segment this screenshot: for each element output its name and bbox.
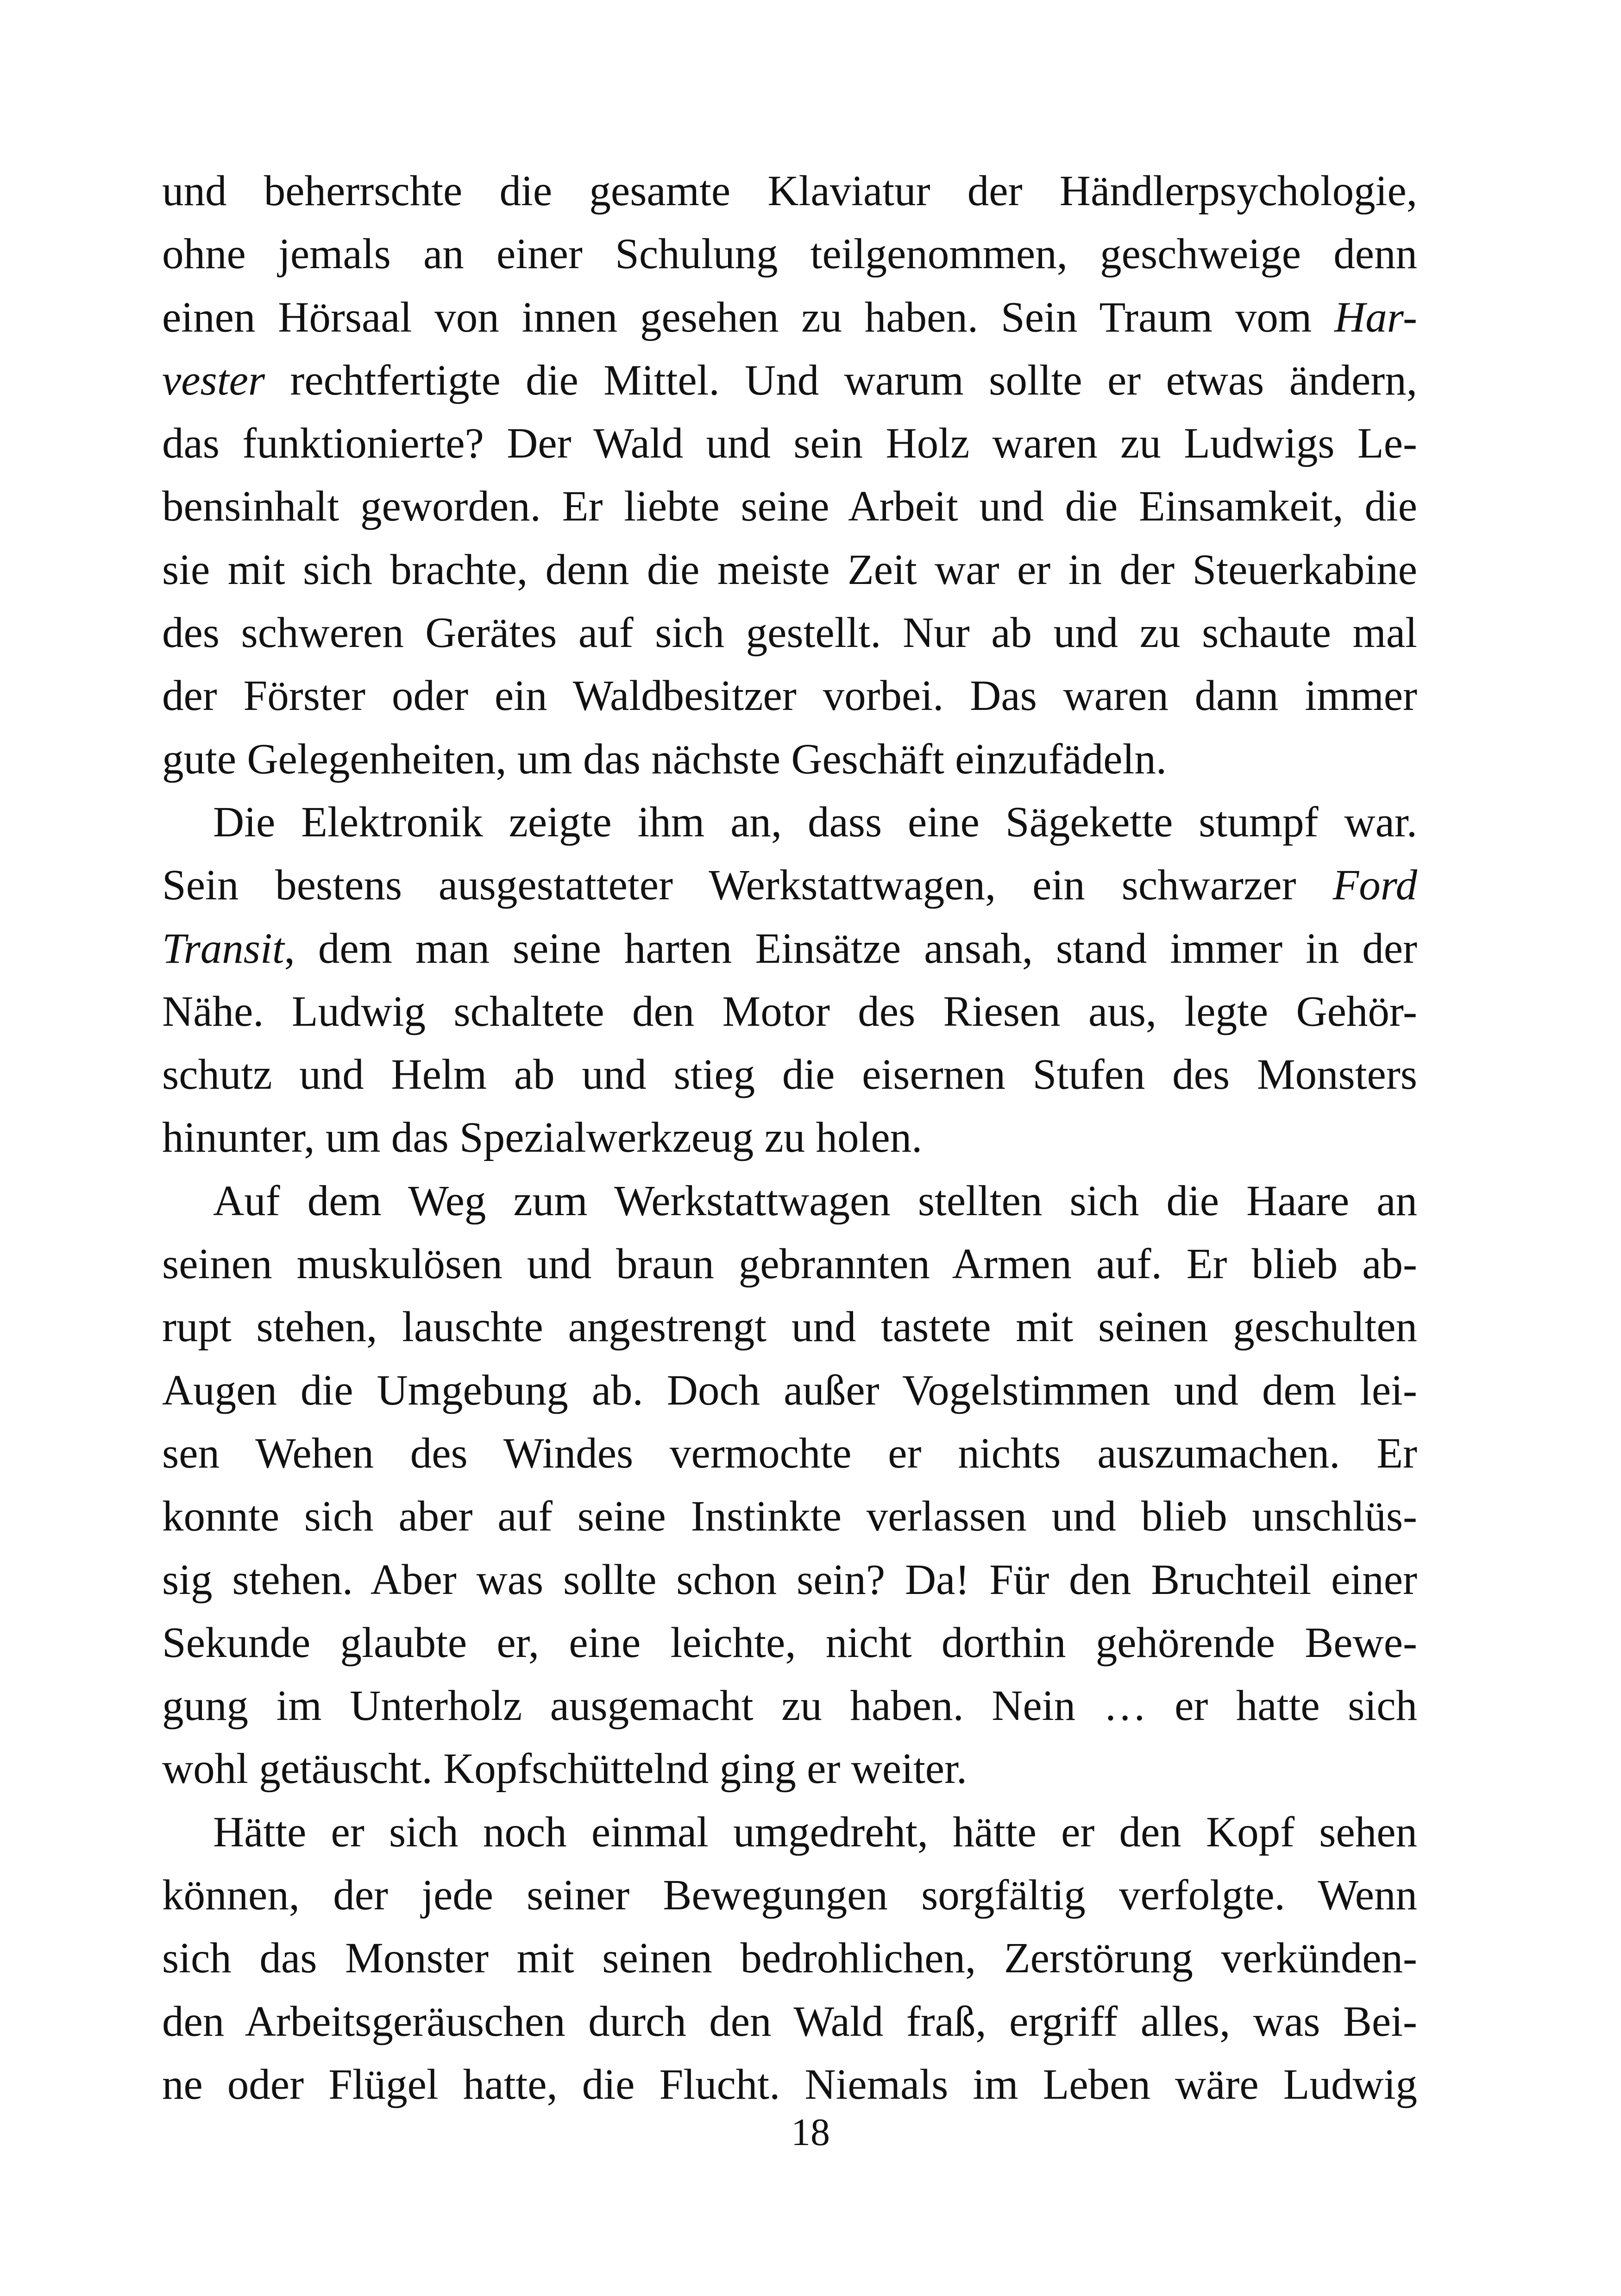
text-line bbox=[162, 791, 1417, 854]
text-segment: Augen die Umgebung ab. Doch außer Vogelstimmen und dem lei- bbox=[162, 1366, 1417, 1414]
page-number: 18 bbox=[791, 2111, 830, 2154]
text-segment: wohl getäuscht. Kopfschüttelnd ging er weiter. bbox=[162, 1745, 968, 1793]
text-segment: Hätte er sich noch einmal umgedreht, hätte er den Kopf sehen bbox=[213, 1808, 1417, 1856]
text-segment: Nähe. Ludwig schaltete den Motor des Riesen aus, legte Gehör- bbox=[162, 987, 1417, 1035]
text-segment: des schweren Gerätes auf sich gestellt. Nur ab und zu schaute mal bbox=[162, 609, 1417, 657]
text-line bbox=[162, 1801, 1417, 1864]
body-text bbox=[162, 160, 1417, 2116]
text-segment: ohne jemals an einer Schulung teilgenommen, geschweige denn bbox=[162, 230, 1417, 278]
text-line bbox=[162, 223, 1417, 286]
text-line bbox=[162, 854, 1417, 917]
italic-text: Ford bbox=[1332, 861, 1417, 910]
text-line bbox=[162, 412, 1417, 475]
text-segment: schutz und Helm ab und stieg die eisernen Stufen des Monsters bbox=[162, 1051, 1417, 1099]
text-segment: den Arbeitsgeräuschen durch den Wald fraß, ergriff alles, was Bei- bbox=[162, 1997, 1417, 2045]
text-segment: ne oder Flügel hatte, die Flucht. Niemals im Leben wäre Ludwig bbox=[162, 2060, 1417, 2108]
text-segment: rechtfertigte die Mittel. Und warum sollte er etwas ändern, bbox=[265, 356, 1417, 404]
text-line bbox=[162, 1422, 1417, 1485]
text-segment: Die Elektronik zeigte ihm an, dass eine Sägekette stumpf war. bbox=[213, 798, 1417, 846]
text-line bbox=[162, 1170, 1417, 1233]
text-segment: Auf dem Weg zum Werkstattwagen stellten sich die Haare an bbox=[213, 1177, 1417, 1225]
text-segment: und beherrschte die gesamte Klaviatur der Händlerpsychologie, bbox=[162, 167, 1417, 215]
text-segment: gute Gelegenheiten, um das nächste Geschäft einzufädeln. bbox=[162, 735, 1167, 783]
text-line bbox=[162, 1675, 1417, 1738]
text-line bbox=[162, 286, 1417, 349]
text-segment: , dem man seine harten Einsätze ansah, stand immer in der bbox=[284, 924, 1417, 972]
text-segment: seinen muskulösen und braun gebrannten Armen auf. Er blieb ab- bbox=[162, 1240, 1417, 1288]
text-line bbox=[162, 1485, 1417, 1548]
text-line bbox=[162, 1359, 1417, 1422]
text-line bbox=[162, 1106, 1417, 1169]
text-line bbox=[162, 539, 1417, 602]
text-segment: sich das Monster mit seinen bedrohlichen, Zerstörung verkünden- bbox=[162, 1934, 1417, 1982]
text-segment: konnte sich aber auf seine Instinkte verlassen und blieb unschlüs- bbox=[162, 1493, 1417, 1541]
text-line bbox=[162, 1549, 1417, 1612]
text-segment: hinunter, um das Spezialwerkzeug zu holen. bbox=[162, 1114, 923, 1162]
text-segment: Sein bestens ausgestatteter Werkstattwagen, ein schwarzer bbox=[162, 861, 1333, 910]
text-segment: sen Wehen des Windes vermochte er nichts auszumachen. Er bbox=[162, 1429, 1417, 1477]
text-line bbox=[162, 1738, 1417, 1800]
text-segment: der Förster oder ein Waldbesitzer vorbei. Das waren dann immer bbox=[162, 672, 1417, 720]
italic-text: Transit bbox=[162, 924, 284, 972]
text-segment: sie mit sich brachte, denn die meiste Zeit war er in der Steuerkabine bbox=[162, 546, 1417, 594]
text-line bbox=[162, 475, 1417, 538]
text-segment: können, der jede seiner Bewegungen sorgfältig verfolgte. Wenn bbox=[162, 1871, 1417, 1920]
text-line bbox=[162, 602, 1417, 665]
text-line bbox=[162, 917, 1417, 980]
text-segment: sig stehen. Aber was sollte schon sein? Da! Für den Bruchteil einer bbox=[162, 1556, 1417, 1604]
text-line bbox=[162, 1612, 1417, 1675]
text-line bbox=[162, 1864, 1417, 1927]
text-line bbox=[162, 980, 1417, 1043]
text-line bbox=[162, 1043, 1417, 1106]
text-line bbox=[162, 728, 1417, 791]
text-segment: Sekunde glaubte er, eine leichte, nicht dorthin gehörende Bewe- bbox=[162, 1618, 1417, 1667]
text-line bbox=[162, 1233, 1417, 1296]
text-line bbox=[162, 1296, 1417, 1359]
text-line bbox=[162, 2053, 1417, 2116]
italic-text: Har- bbox=[1334, 293, 1417, 341]
text-line bbox=[162, 160, 1417, 223]
text-segment: gung im Unterholz ausgemacht zu haben. Nein … er hatte sich bbox=[162, 1682, 1417, 1730]
text-line bbox=[162, 1990, 1417, 2053]
italic-text: vester bbox=[162, 356, 265, 404]
text-line bbox=[162, 1927, 1417, 1990]
text-segment: bensinhalt geworden. Er liebte seine Arbeit und die Einsamkeit, die bbox=[162, 483, 1417, 531]
text-segment: rupt stehen, lauschte angestrengt und tastete mit seinen geschulten bbox=[162, 1303, 1417, 1351]
text-line bbox=[162, 665, 1417, 728]
text-line bbox=[162, 349, 1417, 412]
text-segment: das funktionierte? Der Wald und sein Holz waren zu Ludwigs Le- bbox=[162, 420, 1417, 468]
text-segment: einen Hörsaal von innen gesehen zu haben. Sein Traum vom bbox=[162, 293, 1335, 341]
